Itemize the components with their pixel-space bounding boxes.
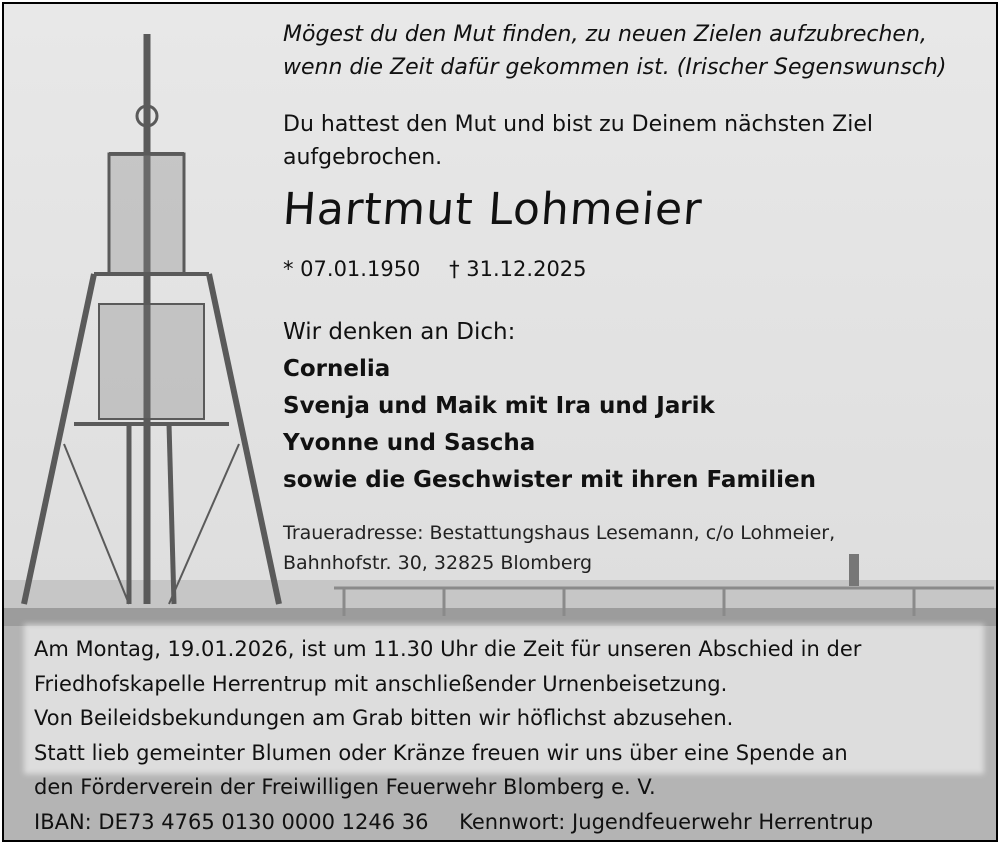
intro-line: aufgebrochen. bbox=[283, 145, 443, 170]
pier-deck bbox=[4, 580, 996, 608]
intro-text bbox=[283, 108, 873, 174]
tower-structure bbox=[24, 34, 279, 604]
service-line: Am Montag, 19.01.2026, ist um 11.30 Uhr die Zeit für unseren Abschied in der bbox=[34, 637, 862, 661]
birth-date: * 07.01.1950 bbox=[283, 257, 421, 281]
motto-quote bbox=[283, 18, 946, 84]
mourning-address bbox=[283, 518, 835, 578]
service-info bbox=[34, 632, 897, 839]
iban: IBAN: DE73 4765 0130 0000 1246 36 bbox=[34, 809, 429, 834]
service-line: Statt lieb gemeinter Blumen oder Kränze freuen wir uns über eine Spende an bbox=[34, 740, 848, 765]
mourner-name: Yvonne und Sascha bbox=[283, 430, 536, 456]
motto-line: Mögest du den Mut finden, zu neuen Zielen aufzubrechen, bbox=[283, 22, 927, 47]
mourner-name: Svenja und Maik mit Ira und Jarik bbox=[283, 393, 715, 419]
intro-line: Du hattest den Mut und bist zu Deinem nächsten Ziel bbox=[283, 112, 873, 137]
mourner-name: sowie die Geschwister mit ihren Familien bbox=[283, 467, 817, 493]
service-line: Friedhofskapelle Herrentrup mit anschließender Urnenbeisetzung. bbox=[34, 671, 728, 696]
death-date: † 31.12.2025 bbox=[449, 257, 587, 281]
service-line: Von Beileidsbekundungen am Grab bitten wir höflichst abzusehen. bbox=[34, 706, 734, 730]
mourners-block bbox=[283, 314, 816, 499]
mourner-name: Cornelia bbox=[283, 356, 391, 382]
service-line: den Förderverein der Freiwilligen Feuerwehr Blomberg e. V. bbox=[34, 775, 656, 799]
motto-line: wenn die Zeit dafür gekommen ist. (Irischer Segenswunsch) bbox=[283, 55, 947, 80]
address-line: Bahnhofstr. 30, 32825 Blomberg bbox=[283, 552, 593, 574]
donation-keyword: Kennwort: Jugendfeuerwehr Herrentrup bbox=[459, 809, 874, 834]
mourners-lead: Wir denken an Dich: bbox=[283, 319, 516, 345]
bank-details bbox=[34, 805, 897, 840]
address-line: Traueradresse: Bestattungshaus Lesemann, c/o Lohmeier, bbox=[283, 522, 836, 544]
person-figure bbox=[849, 554, 859, 586]
deceased-name: Hartmut Lohmeier bbox=[281, 184, 705, 235]
obituary-card bbox=[2, 2, 998, 842]
life-dates bbox=[283, 257, 609, 281]
